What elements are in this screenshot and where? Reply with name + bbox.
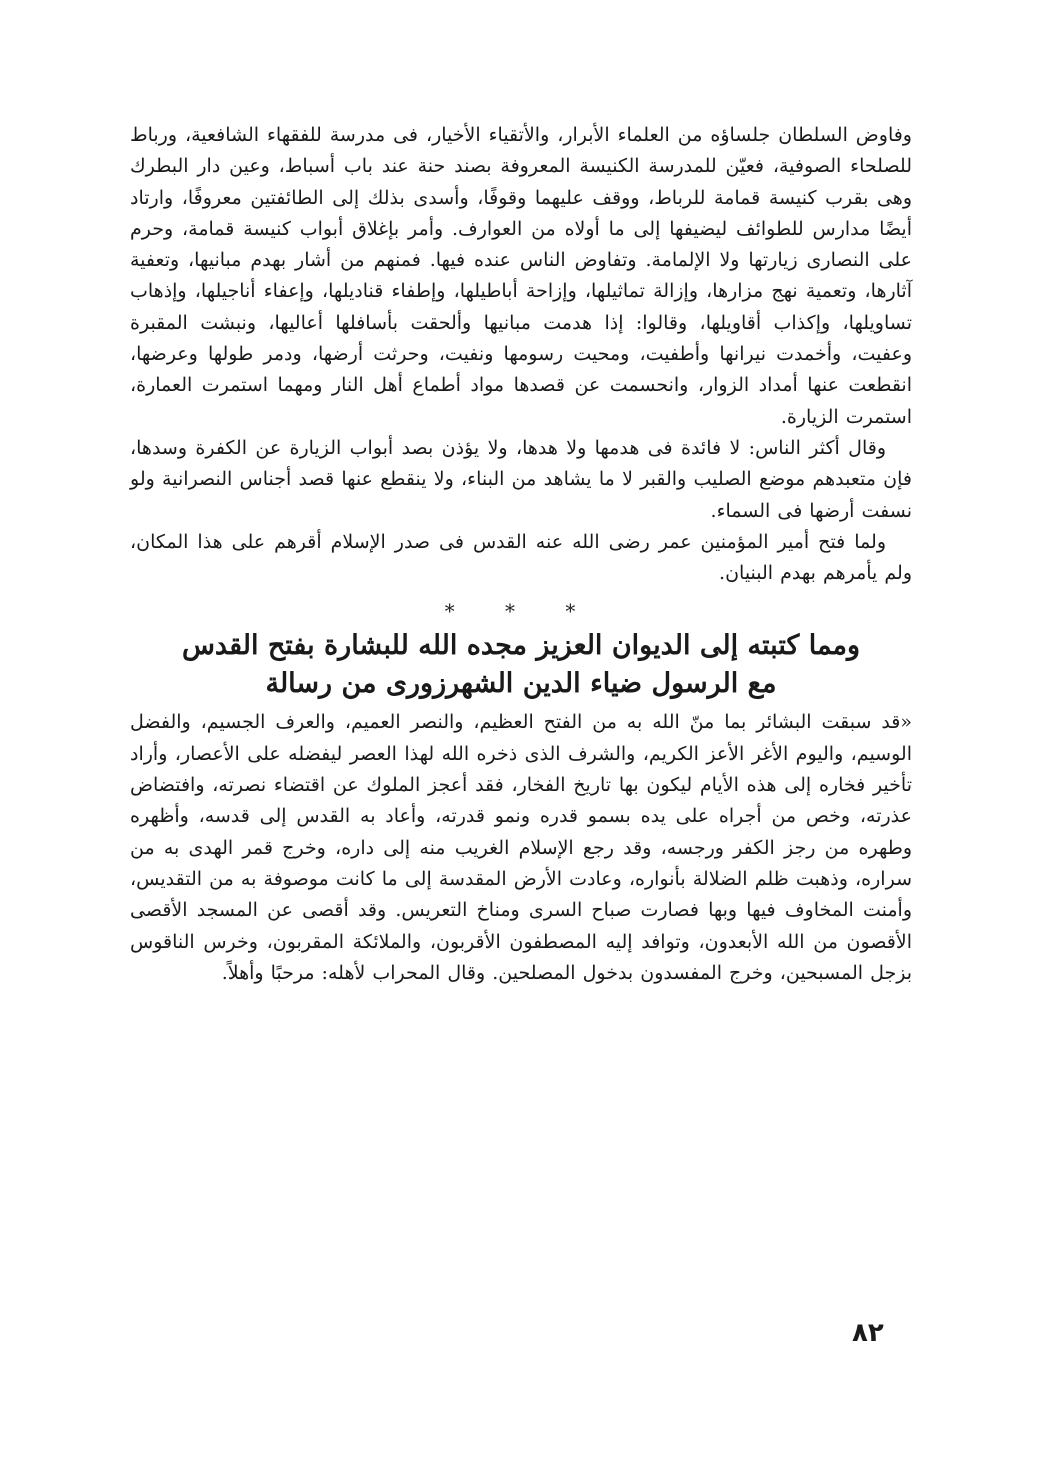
section-separator: * * * xyxy=(444,599,598,624)
section-heading xyxy=(130,627,912,703)
paragraph-letter: «قد سبقت البشائر بما منّ الله به من الفتح العظيم، والنصر العميم، والعرف الجسيم، والفضل الوسيم، واليوم الأغر الأعز الكريم، والشرف الذى ذخره الله لهذا العصر ليفضله على الأعصار، وأراد تأخير فخاره إلى هذه الأيام ليكون بها تاريخ الفخار، فقد أعجز الملوك عن اقتضاء نصرته، وافتضاض عذرته، وخص من أجراه على يده بسمو قدره ونمو قدرته، وأعاد به القدس إلى قدسه، وأظهره وطهره من رجز الكفر ورجسه، وقد رجع الإسلام الغريب منه إلى داره، وخرج قمر الهدى به من سراره، وذهبت ظلم الضلالة بأنواره، وعادت الأرض المقدسة إلى ما كانت موصوفة به من التقديس، وأمنت المخاوف فيها وبها فصارت صباح السرى ومناخ التعريس. وقد أقصى عن المسجد الأقصى الأقصون من الله الأبعدون، وتوافد إليه المصطفون الأقربون، والملائكة المقربون، وخرس الناقوس بزجل المسبحين، وخرج المفسدون بدخول المصلحين. وقال المحراب لأهله: مرحبًا وأهلاً. xyxy=(130,711,912,984)
paragraph-1: وفاوض السلطان جلساؤه من العلماء الأبرار، والأتقياء الأخيار، فى مدرسة للفقهاء الشافعية، ورباط للصلحاء الصوفية، فعيّن للمدرسة الكنيسة المعروفة بصند حنة عند باب أسباط، وعين دار البطرك وهى بقرب كنيسة قمامة للرباط، ووقف عليهما وقوفًا، وأسدى بذلك إلى الطائفتين معروفًا، وارتاد أيضًا مدارس للطوائف ليضيفها إلى ما أولاه من العوارف. وأمر بإغلاق أبواب كنيسة قمامة، وحرم على النصارى زيارتها ولا الإلمامة. وتفاوض الناس عنده فيها. فمنهم من أشار بهدم مبانيها، وتعفية آثارها، وتعمية نهج مزارها، وإزالة تماثيلها، وإزاحة أباطيلها، وإطفاء قناديلها، وإعفاء أناجيلها، وإذهاب تساويلها، وإكذاب أقاويلها، وقالوا: إذا هدمت مبانيها وألحقت بأسافلها أعاليها، ونبشت المقبرة وعفيت، وأخمدت نيرانها وأطفيت، ومحيت رسومها ونفيت، وحرثت أرضها، ودمر طولها وعرضها، انقطعت عنها أمداد الزوار، وانحسمت عن قصدها مواد أطماع أهل النار ومهما استمرت العمارة، استمرت الزيارة. xyxy=(130,124,912,428)
paragraph-2: وقال أكثر الناس: لا فائدة فى هدمها ولا هدها، ولا يؤذن بصد أبواب الزيارة عن الكفرة وسدها، فإن متعبدهم موضع الصليب والقبر لا ما يشاهد من البناء، ولا ينقطع عنها قصد أجناس النصرانية ولو نسفت أرضها فى السماء. xyxy=(130,436,912,522)
paragraph-3: ولما فتح أمير المؤمنين عمر رضى الله عنه القدس فى صدر الإسلام أقرهم على هذا المكان، ولم يأمرهم بهدم البنيان. xyxy=(130,530,912,585)
page-number: ٨٢ xyxy=(852,1318,884,1348)
section-heading-line-1: ومما كتبته إلى الديوان العزيز مجده الله للبشارة بفتح القدس xyxy=(181,630,861,662)
section-heading-line-2: مع الرسول ضياء الدين الشهرزورى من رسالة xyxy=(265,668,777,700)
page-body xyxy=(130,120,912,989)
